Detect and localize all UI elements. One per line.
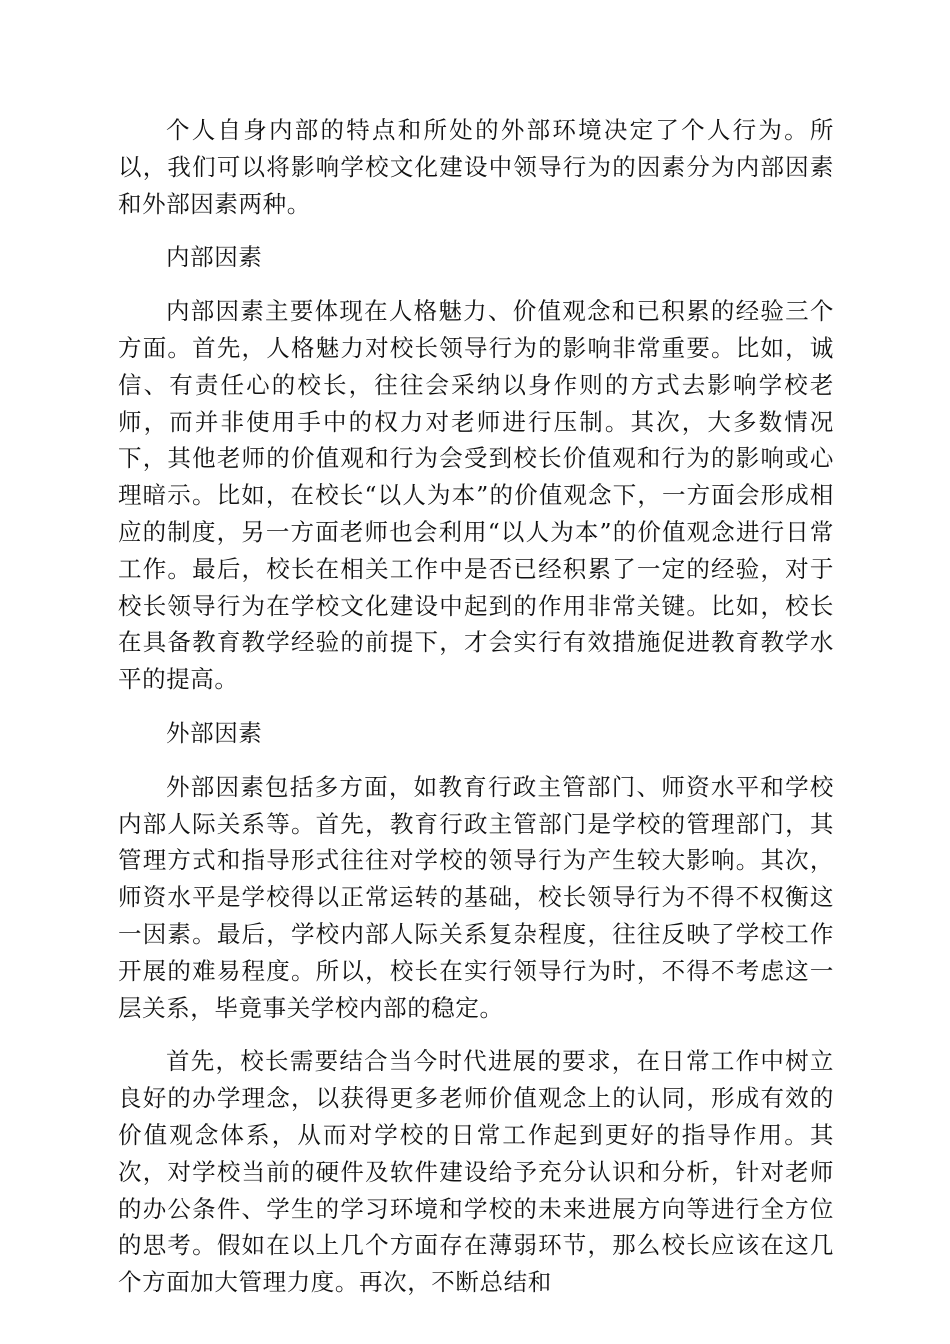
external-factors-paragraph: 外部因素包括多方面，如教育行政主管部门、师资水平和学校内部人际关系等。首先，教育行政主管部门是学校的管理部门，其管理方式和指导形式往往对学校的领导行为产生较大影响。其次，师资水平是学校得以正常运转的基础，校长领导行为不得不权衡这一因素。最后，学校内部人际关系复杂程度，往往反映了学校工作开展的难易程度。所以，校长在实行领导行为时，不得不考虑这一层关系，毕竟事关学校内部的稳定。: [118, 772, 834, 1022]
section-heading-internal-factors: 内部因素: [166, 243, 263, 272]
intro-paragraph: 个人自身内部的特点和所处的外部环境决定了个人行为。所以，我们可以将影响学校文化建设中领导行为的因素分为内部因素和外部因素两种。: [118, 116, 834, 218]
measures-paragraph: 首先，校长需要结合当今时代进展的要求，在日常工作中树立良好的办学理念，以获得更多老师价值观念上的认同，形成有效的价值观念体系，从而对学校的日常工作起到更好的指导作用。其次，对学校当前的硬件及软件建设给予充分认识和分析，针对老师的办公条件、学生的学习环境和学校的未来进展方向等进行全方位的思考。假如在以上几个方面存在薄弱环节，那么校长应该在这几个方面加大管理力度。再次，不断总结和: [118, 1047, 834, 1297]
internal-factors-paragraph: 内部因素主要体现在人格魅力、价值观念和已积累的经验三个方面。首先，人格魅力对校长领导行为的影响非常重要。比如，诚信、有责任心的校长，往往会采纳以身作则的方式去影响学校老师，而并非使用手中的权力对老师进行压制。其次，大多数情况下，其他老师的价值观和行为会受到校长价值观和行为的影响或心理暗示。比如，在校长“以人为本”的价值观念下，一方面会形成相应的制度，另一方面老师也会利用“以人为本”的价值观念进行日常工作。最后，校长在相关工作中是否已经积累了一定的经验，对于校长领导行为在学校文化建设中起到的作用非常关键。比如，校长在具备教育教学经验的前提下，才会实行有效措施促进教育教学水平的提高。: [118, 297, 834, 694]
section-heading-external-factors: 外部因素: [166, 718, 263, 747]
document-page: [118, 112, 834, 1318]
